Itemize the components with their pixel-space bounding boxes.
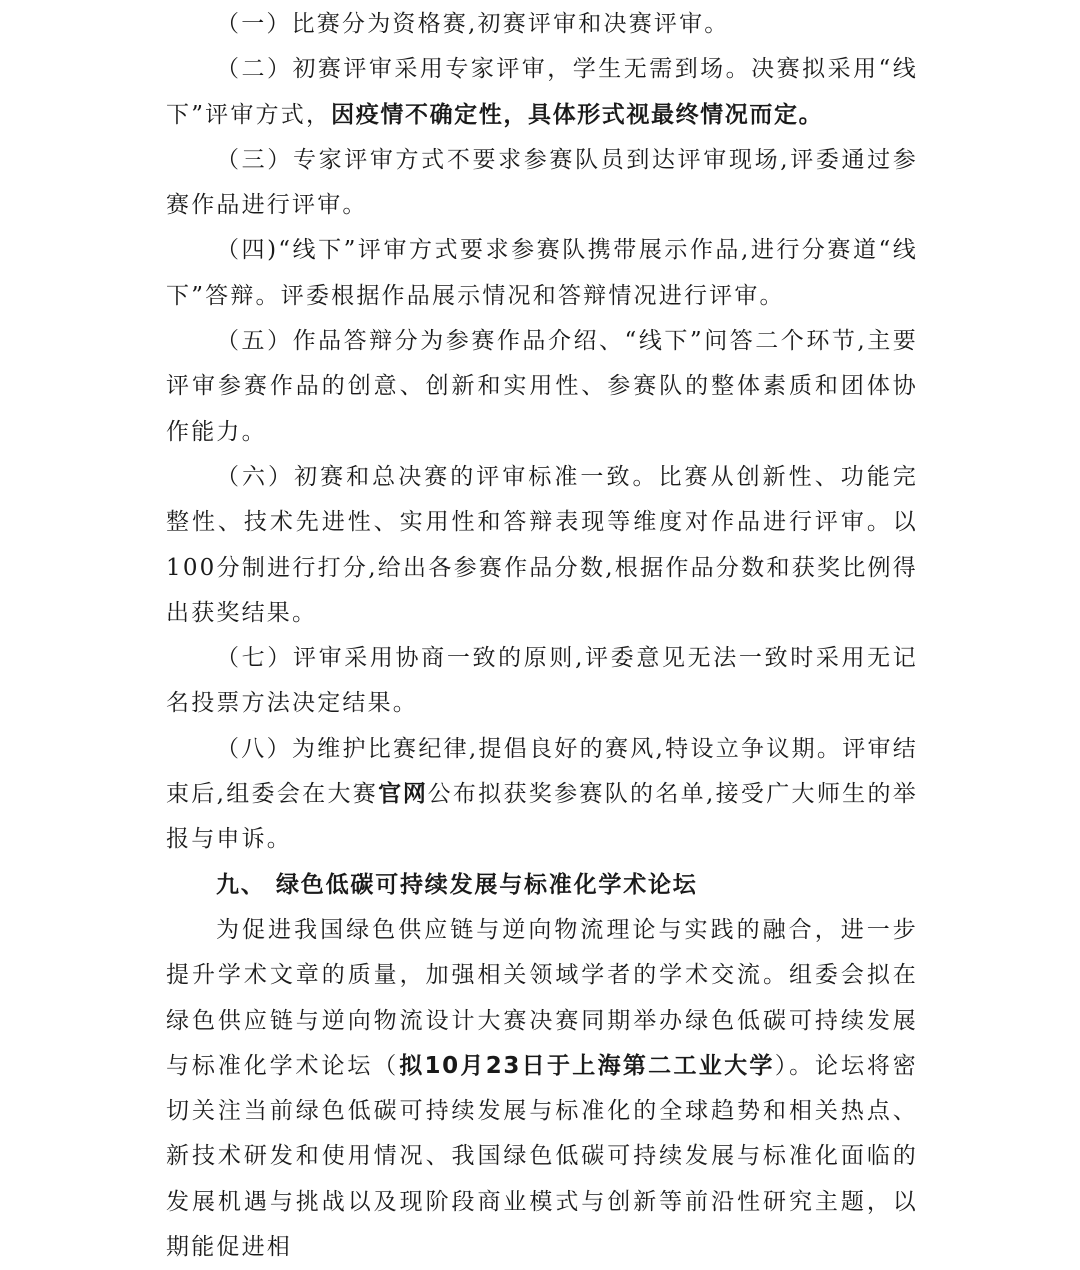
paragraph-text: （七）评审采用协商一致的原则,评委意见无法一致时采用无记名投票方法决定结果。 (166, 645, 918, 717)
paragraph-text: 为促进我国绿色供应链与逆向物流理论与实践的融合，进一步提升学术文章的质量，加强相关领域学者的学术交流。组委会拟在绿色供应链与逆向物流设计大赛决赛同期举办绿色低碳可持续发展与标准化学术论坛（ (166, 916, 918, 1079)
paragraph-text: （五）作品答辩分为参赛作品介绍、“线下”问答二个环节,主要评审参赛作品的创意、创新和实用性、参赛队的整体素质和团体协作能力。 (166, 328, 918, 445)
paragraph-text: 公布拟获奖参赛队的名单,接受广大师生的举报与申诉。 (166, 781, 919, 853)
paragraph-2 (166, 47, 918, 138)
paragraph-text: （一）比赛分为资格赛,初赛评审和决赛评审。 (216, 11, 730, 37)
paragraph-text: （三）专家评审方式不要求参赛队员到达评审现场,评委通过参赛作品进行评审。 (166, 146, 918, 219)
paragraph-text: （二）初赛评审采用专家评审，学生无需到场。决赛拟采用“线下”评审方式， (166, 56, 918, 128)
section-heading (166, 863, 918, 908)
paragraph-3 (166, 138, 918, 229)
paragraph-4 (166, 228, 918, 319)
paragraph-5 (166, 319, 918, 455)
paragraph-text: （四)“线下”评审方式要求参赛队携带展示作品,进行分赛道“线下”答辩。评委根据作品展示情况和答辩情况进行评审。 (166, 237, 918, 309)
section-title: 绿色低碳可持续发展与标准化学术论坛 (276, 871, 698, 898)
paragraph-emphasis: 拟10月23日于上海第二工业大学 (399, 1052, 775, 1079)
section-paragraph (166, 908, 918, 1270)
paragraph-emphasis: 官网 (378, 781, 428, 808)
paragraph-text: （六）初赛和总决赛的评审标准一致。比赛从创新性、功能完整性、技术先进性、实用性和答辩表现等维度对作品进行评审。以100分制进行打分,给出各参赛作品分数,根据作品分数和获奖比例得出获奖结果。 (166, 463, 918, 626)
paragraph-6 (166, 455, 918, 636)
paragraph-1 (166, 2, 918, 47)
paragraph-text: ）。论坛将密切关注当前绿色低碳可持续发展与标准化的全球趋势和相关热点、新技术研发和使用情况、我国绿色低碳可持续发展与标准化面临的发展机遇与挑战以及现阶段商业模式与创新等前沿性研究主题，以期能促进相 (166, 1052, 918, 1261)
section-number: 九、 (216, 871, 266, 898)
paragraph-8 (166, 727, 918, 863)
paragraph-emphasis: 因疫情不确定性，具体形式视最终情况而定。 (331, 101, 824, 128)
paragraph-7 (166, 636, 918, 727)
document-body (166, 2, 918, 1270)
paragraph-text: （八）为维护比赛纪律,提倡良好的赛风,特设立争议期。评审结束后,组委会在大赛 (166, 735, 918, 808)
